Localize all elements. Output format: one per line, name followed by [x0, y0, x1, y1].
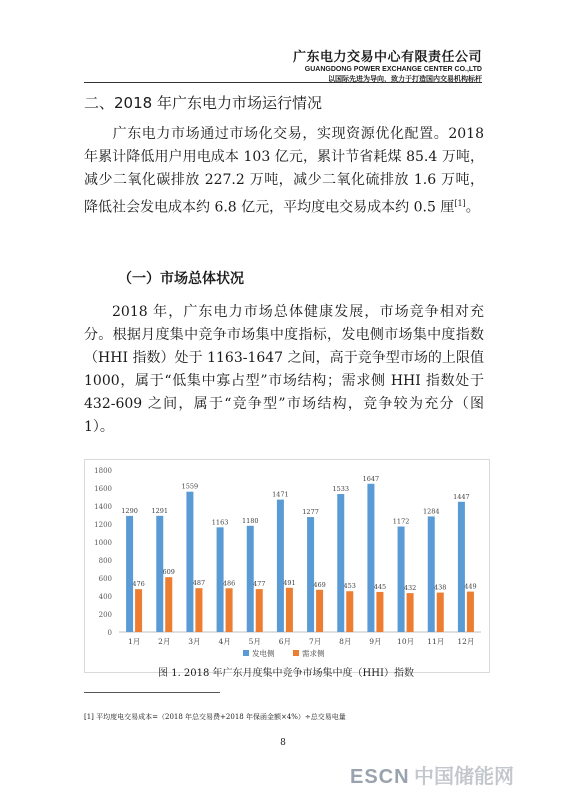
data-label: 486 [222, 579, 236, 588]
bar-supply [247, 526, 254, 632]
data-label: 1284 [422, 507, 440, 516]
x-tick-label: 7月 [308, 637, 322, 646]
x-tick-label: 6月 [278, 637, 292, 646]
page-number: 8 [280, 738, 286, 748]
bar-supply [126, 516, 133, 632]
x-tick-label: 2月 [158, 637, 171, 646]
y-tick-label: 1600 [94, 485, 112, 493]
hhi-chart [84, 459, 490, 673]
y-tick-label: 0 [107, 629, 112, 637]
bar-supply [428, 516, 435, 632]
bar-demand [467, 592, 474, 632]
bar-supply [398, 527, 405, 632]
y-tick-label: 1400 [94, 503, 112, 511]
watermark-latin: ESCN [350, 766, 410, 788]
legend-swatch-demand [293, 650, 299, 656]
section-title: 二、2018 年广东电力市场运行情况 [84, 94, 322, 112]
y-tick-label: 1200 [94, 521, 112, 529]
bar-supply [307, 517, 314, 632]
bar-demand [195, 588, 202, 632]
bar-supply [367, 484, 374, 632]
footnote-ref[interactable]: [1] [454, 199, 466, 208]
bar-demand [437, 593, 444, 632]
paragraph-2-text: 2018 年，广东电力市场总体健康发展，市场竞争相对充分。根据月度集中竞争市场集中度指标，发电侧市场集中度指数（HHI 指数）处于 1163-1647 之间，高于竞争型市场的上限值 1000，属于“低集中寡占型”市场结构；需求侧 HHI 指数处于 432-609 之间，属于“竞争型”市场结构，竞争较为充分（图 1）。 [84, 304, 484, 435]
watermark [350, 760, 514, 789]
bar-supply [337, 494, 344, 632]
header-rule [84, 82, 482, 83]
bar-supply [186, 492, 193, 632]
data-label: 449 [464, 582, 477, 591]
data-label: 1163 [211, 518, 229, 527]
data-label: 1559 [181, 482, 199, 491]
x-tick-label: 3月 [188, 637, 201, 646]
paragraph-1 [84, 123, 484, 220]
bar-supply [277, 500, 284, 632]
data-label: 1533 [332, 485, 350, 494]
page-header [293, 46, 482, 84]
data-label: 487 [192, 579, 206, 588]
paragraph-1-text: 广东电力市场通过市场化交易，实现资源优化配置。2018 年累计降低用户用电成本 103 亿元，累计节省耗煤 85.4 万吨，减少二氧化碳排放 227.2 万吨，减少二氧化硫排放 1.6 万吨，降低社会发电成本约 6.8 亿元，平均度电交易成本约 0.5 厘 [84, 126, 484, 216]
bar-demand [256, 589, 263, 632]
bar-demand [286, 588, 293, 632]
x-tick-label: 11月 [427, 637, 445, 646]
x-tick-label: 8月 [339, 637, 352, 646]
footnote-rule [84, 692, 220, 693]
data-label: 1290 [121, 506, 138, 515]
x-tick-label: 1月 [127, 637, 141, 646]
bar-demand [346, 591, 353, 632]
y-tick-label: 800 [98, 557, 112, 565]
x-tick-label: 4月 [218, 637, 231, 646]
data-label: 609 [162, 568, 175, 577]
data-label: 1291 [151, 506, 169, 515]
paragraph-2 [84, 301, 484, 439]
subsection-title: （一）市场总体状况 [118, 271, 244, 287]
data-label: 476 [132, 580, 145, 589]
data-label: 1471 [272, 490, 289, 499]
figure-caption: 图 1. 2018 年广东月度集中竞争市场集中度（HHI）指数 [158, 668, 414, 679]
data-label: 432 [403, 584, 417, 593]
data-label: 438 [434, 583, 447, 592]
data-label: 1277 [302, 508, 319, 517]
data-label: 453 [343, 582, 356, 591]
bar-demand [165, 577, 172, 632]
footnote: [1] 平均度电交易成本=（2018 年总交易费+2018 年保函金额×4%）÷总交易电量 [84, 713, 346, 721]
bar-demand [316, 590, 323, 632]
y-tick-label: 200 [98, 611, 112, 619]
data-label: 445 [373, 582, 387, 591]
x-tick-label: 10月 [397, 637, 415, 646]
paragraph-1-end: 。 [465, 199, 480, 216]
company-slogan: 以国际先进为导向，致力于打造国内交易机构标杆 [328, 76, 482, 83]
company-name-cn: 广东电力交易中心有限责任公司 [292, 49, 482, 64]
bar-supply [458, 502, 465, 632]
data-label: 1172 [392, 517, 410, 526]
y-tick-label: 1000 [94, 539, 112, 547]
legend-label-supply: 发电侧 [252, 649, 275, 658]
legend-swatch-supply [243, 650, 249, 656]
company-name-en: GUANGDONG POWER EXCHANGE CENTER CO.,LTD [304, 66, 482, 73]
data-label: 469 [313, 580, 326, 589]
legend-label-demand: 需求侧 [302, 649, 325, 658]
y-tick-label: 600 [98, 575, 112, 583]
hhi-chart-svg [85, 460, 489, 672]
bar-demand [407, 593, 414, 632]
data-label: 491 [283, 578, 296, 587]
data-label: 1447 [453, 492, 470, 501]
y-tick-label: 400 [98, 593, 112, 601]
data-label: 477 [253, 580, 266, 589]
bar-demand [226, 588, 233, 632]
bar-demand [135, 589, 142, 632]
x-tick-label: 5月 [248, 637, 261, 646]
data-label: 1180 [241, 516, 259, 525]
data-label: 1647 [362, 474, 380, 483]
watermark-cn: 中国储能网 [414, 766, 515, 788]
x-tick-label: 12月 [457, 637, 475, 646]
bar-demand [376, 592, 383, 632]
x-tick-label: 9月 [369, 637, 382, 646]
y-tick-label: 1800 [94, 467, 112, 475]
